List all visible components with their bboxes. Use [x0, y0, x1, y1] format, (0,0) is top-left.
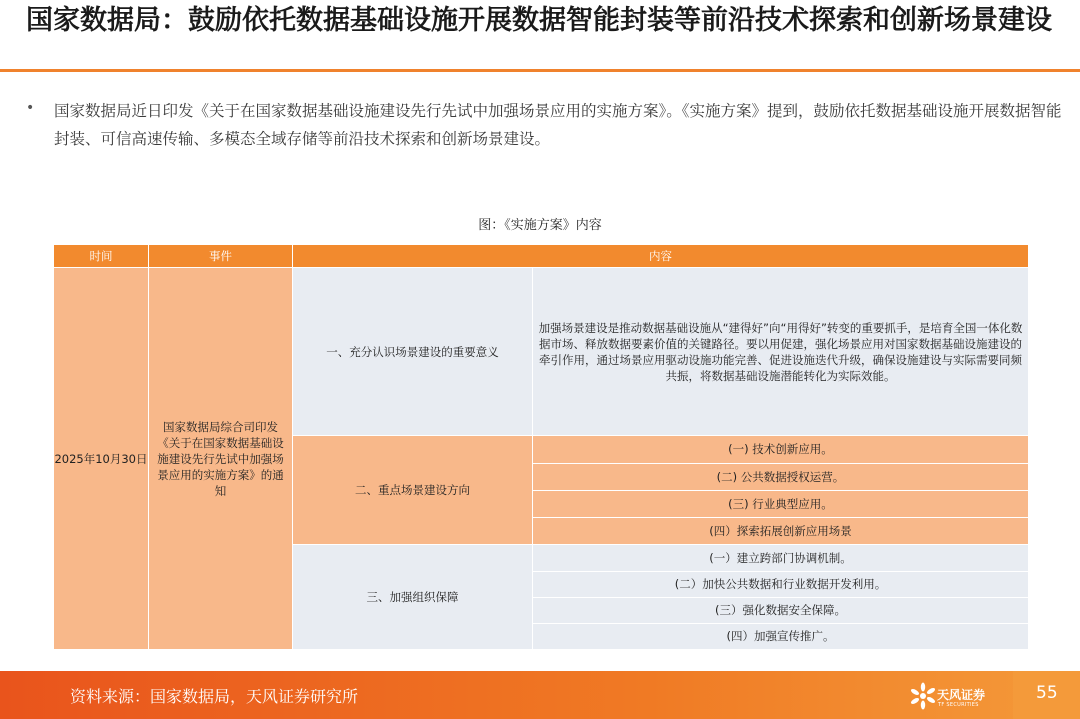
list-item: (二) 公共数据授权运营。 [533, 463, 1029, 490]
list-item: (三）强化数据安全保障。 [533, 597, 1029, 623]
source-note: 资料来源：国家数据局，天风证券研究所 [70, 687, 359, 706]
section-title-3: 三、加强组织保障 [293, 544, 533, 649]
section-title-1: 一、充分认识场景建设的重要意义 [293, 268, 533, 436]
plan-content-table [53, 244, 1029, 650]
header-time: 时间 [54, 245, 149, 268]
section-1-description: 加强场景建设是推动数据基础设施从“建得好”向“用得好”转变的重要抓手，是培育全国一体化数据市场、释放数据要素价值的关键路径。要以用促建，强化场景应用对国家数据基础设施建设的牵引作用，通过场景应用驱动设施功能完善、促进设施迭代升级，确保设施建设与实际需要同频共振，将数据基础设施潜能转化为实际效能。 [533, 268, 1029, 436]
table-row [54, 268, 1029, 436]
logo-text: 天风证券 [937, 688, 986, 702]
header-event: 事件 [149, 245, 293, 268]
event-cell: 国家数据局综合司印发《关于在国家数据基础设施建设先行先试中加强场景应用的实施方案》的通知 [149, 268, 293, 650]
list-item: (二）加快公共数据和行业数据开发利用。 [533, 571, 1029, 597]
section-title-2: 二、重点场景建设方向 [293, 436, 533, 544]
figure-caption: 图：《实施方案》内容 [478, 218, 602, 233]
slide-title: 国家数据局：鼓励依托数据基础设施开展数据智能封装等前沿技术探索和创新场景建设 [26, 5, 1052, 36]
list-item: (四）加强宣传推广。 [533, 623, 1029, 649]
list-item: (三) 行业典型应用。 [533, 490, 1029, 517]
logo-subtext: TF SECURITIES [938, 702, 979, 708]
header-content: 内容 [293, 245, 1029, 268]
list-item: (四）探索拓展创新应用场景 [533, 517, 1029, 544]
list-item: (一）建立跨部门协调机制。 [533, 544, 1029, 571]
title-divider [0, 69, 1080, 72]
time-cell: 2025年10月30日 [54, 268, 149, 650]
bullet-marker: • [26, 100, 35, 116]
list-item: (一) 技术创新应用。 [533, 436, 1029, 463]
table-header-row [54, 245, 1029, 268]
bullet-text: 国家数据局近日印发《关于在国家数据基础设施建设先行先试中加强场景应用的实施方案》。《实施方案》提到，鼓励依托数据基础设施开展数据智能封装、可信高速传输、多模态全域存储等前沿技术探索和创新场景建设。 [54, 102, 1062, 148]
page-number: 55 [1036, 683, 1058, 703]
